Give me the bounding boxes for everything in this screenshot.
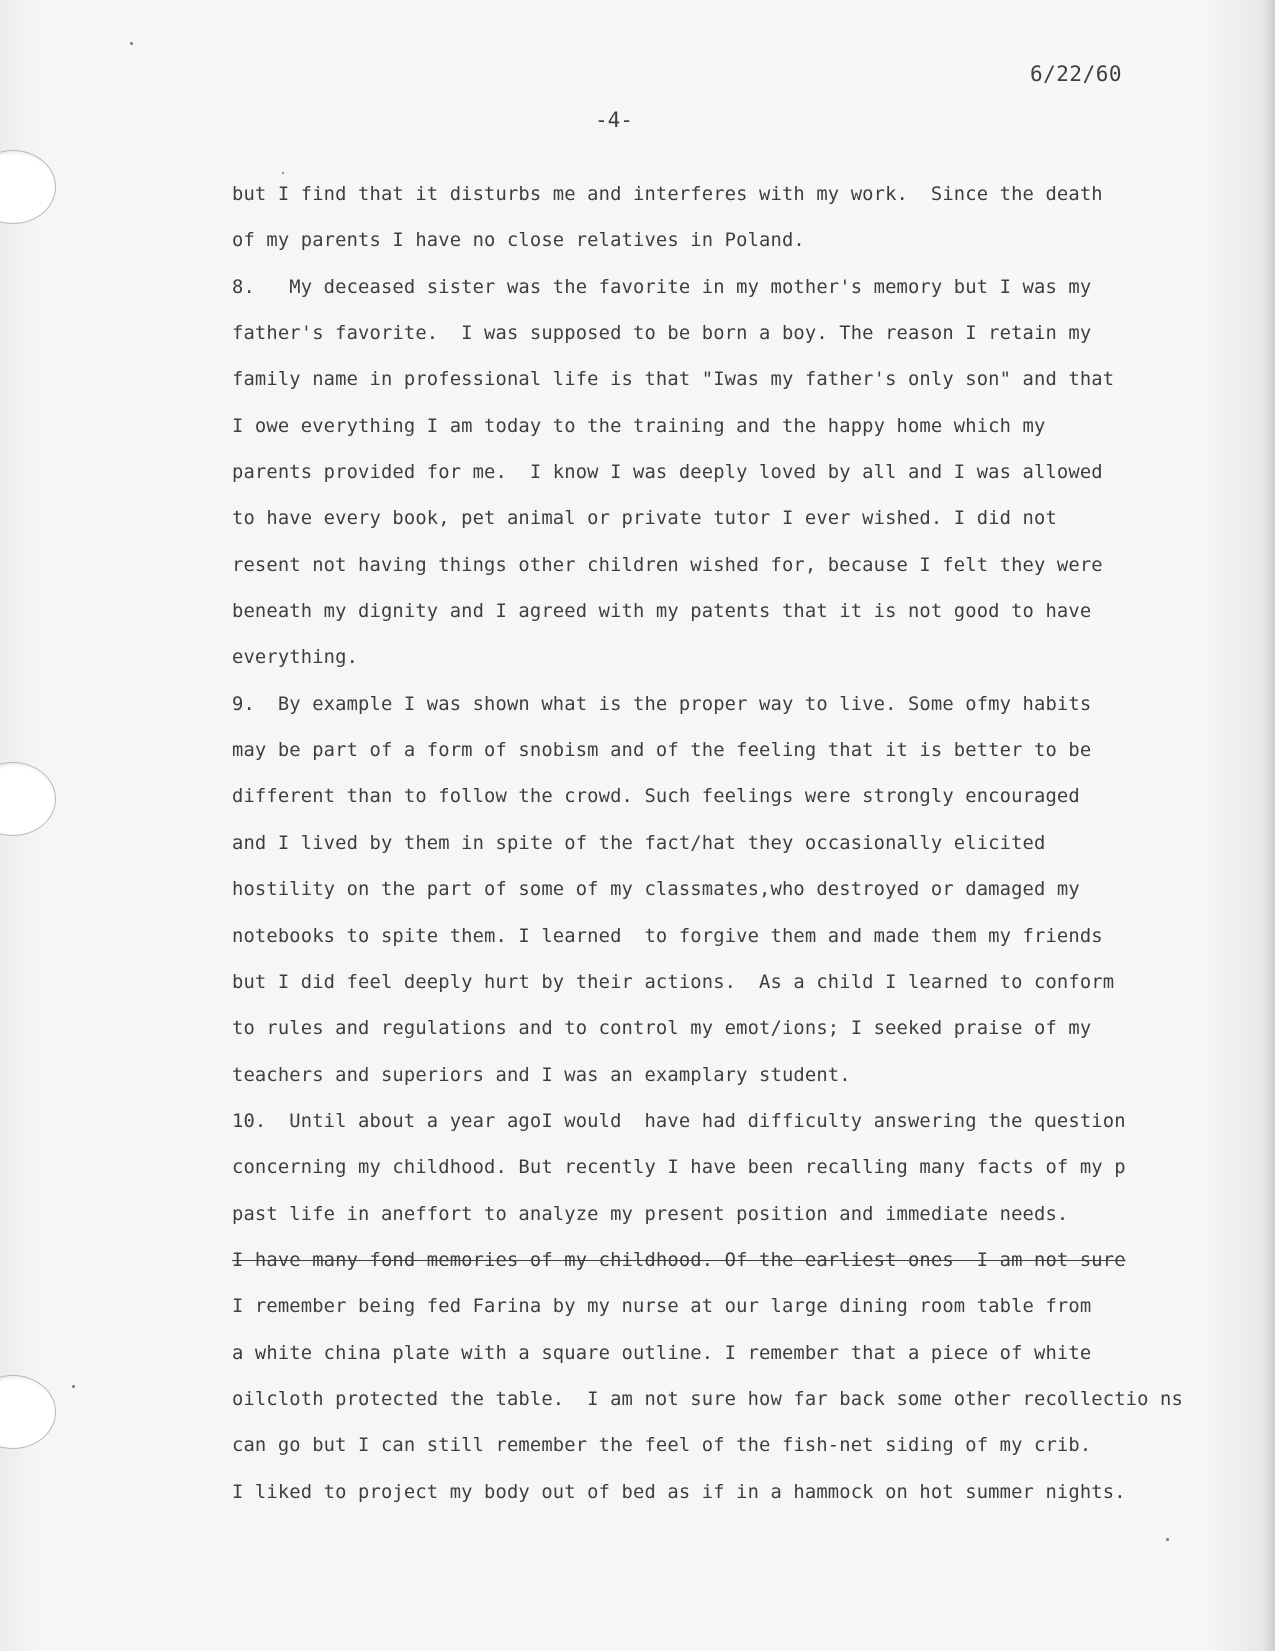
- punch-hole: [0, 762, 56, 836]
- text-line: teachers and superiors and I was an examplary student.: [232, 1064, 851, 1086]
- text-line: but I did feel deeply hurt by their actions. As a child I learned to conform: [232, 971, 1115, 993]
- text-line: I remember being fed Farina by my nurse at our large dining room table from: [232, 1296, 1092, 1318]
- struck-text: I have many fond memories of my childhood. Of the earliest ones I am not sure: [232, 1249, 1126, 1271]
- text-line: may be part of a form of snobism and of the feeling that it is better to be: [232, 740, 1092, 762]
- paper-speck: [282, 172, 284, 174]
- text-line: 9. By example I was shown what is the proper way to live. Some ofmy habits: [232, 693, 1092, 715]
- text-line: to have every book, pet animal or private tutor I ever wished. I did not: [232, 508, 1057, 530]
- text-line: 10. Until about a year agoI would have had difficulty answering the question: [232, 1110, 1126, 1132]
- text-line: family name in professional life is that "Iwas my father's only son" and that: [232, 369, 1115, 391]
- paper-speck: [72, 1385, 75, 1388]
- punch-hole: [0, 1375, 56, 1449]
- typed-text-body: [232, 182, 1242, 1526]
- text-line: of my parents I have no close relatives in Poland.: [232, 230, 805, 252]
- text-line: past life in aneffort to analyze my present position and immediate needs.: [232, 1203, 1069, 1225]
- text-line: everything.: [232, 647, 359, 669]
- text-line: a white china plate with a square outline. I remember that a piece of white: [232, 1342, 1092, 1364]
- text-line: and I lived by them in spite of the fact/hat they occasionally elicited: [232, 832, 1046, 854]
- text-line: beneath my dignity and I agreed with my patents that it is not good to have: [232, 601, 1092, 623]
- text-line: I owe everything I am today to the training and the happy home which my: [232, 415, 1046, 437]
- paper-speck: [1166, 1538, 1169, 1541]
- text-line: but I find that it disturbs me and interferes with my work. Since the death: [232, 184, 1103, 205]
- text-line: can go but I can still remember the feel of the fish-net siding of my crib.: [232, 1435, 1092, 1457]
- text-line: concerning my childhood. But recently I have been recalling many facts of my p: [232, 1157, 1126, 1179]
- text-line: to rules and regulations and to control my emot/ions; I seeked praise of my: [232, 1018, 1092, 1040]
- text-line: resent not having things other children wished for, because I felt they were: [232, 554, 1103, 576]
- text-line: father's favorite. I was supposed to be born a boy. The reason I retain my: [232, 323, 1092, 345]
- document-date: 6/22/60: [1030, 62, 1123, 86]
- text-line: I liked to project my body out of bed as if in a hammock on hot summer nights.: [232, 1481, 1126, 1503]
- struck-text-line: [232, 1248, 1242, 1294]
- text-line: parents provided for me. I know I was deeply loved by all and I was allowed: [232, 462, 1103, 484]
- paper-speck: [130, 42, 133, 45]
- text-line: different than to follow the crowd. Such feelings were strongly encouraged: [232, 786, 1080, 808]
- text-line: hostility on the part of some of my classmates,who destroyed or damaged my: [232, 879, 1080, 901]
- text-line: 8. My deceased sister was the favorite in my mother's memory but I was my: [232, 276, 1092, 298]
- text-line: oilcloth protected the table. I am not sure how far back some other recollectio ns: [232, 1388, 1183, 1410]
- text-line: notebooks to spite them. I learned to forgive them and made them my friends: [232, 925, 1103, 947]
- punch-hole: [0, 150, 56, 224]
- page-number: -4-: [595, 108, 633, 132]
